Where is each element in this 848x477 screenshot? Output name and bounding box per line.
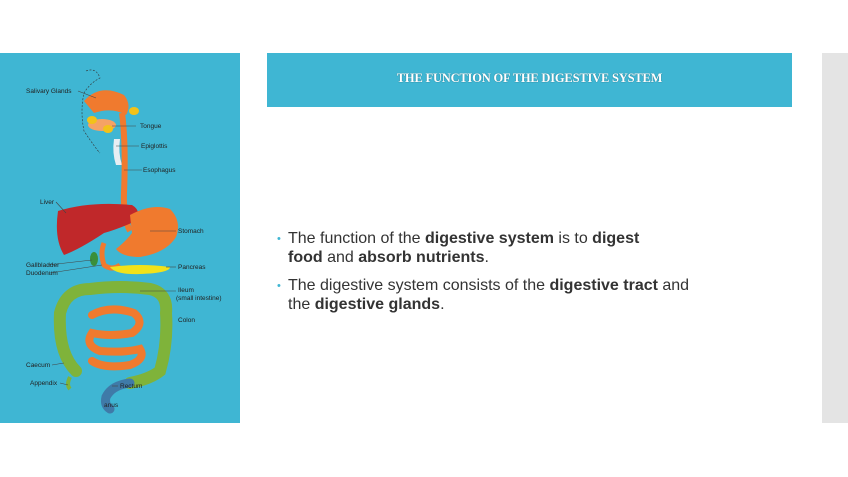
small-intestine-shape (89, 309, 141, 366)
bullet-bold-text: absorb nutrients (358, 248, 485, 266)
bullet-list (277, 230, 777, 324)
slide-title: THE FUNCTION OF THE DIGESTIVE SYSTEM (396, 70, 663, 85)
diagram-panel (0, 53, 240, 423)
label-pancreas: Pancreas (178, 264, 206, 271)
salivary-gland-3 (129, 107, 139, 115)
label-appendix: Appendix (30, 380, 58, 387)
bullet-text: and (657, 277, 690, 294)
label-gallbladder: Gallbladder (26, 262, 60, 269)
label-liver: Liver (40, 199, 55, 206)
bullet-text: The function of the (288, 230, 425, 247)
digestive-system-diagram (0, 53, 240, 423)
bullet-text: The digestive system consists of the (288, 277, 550, 294)
pancreas-shape (110, 265, 170, 274)
bullet-dot-icon: • (277, 233, 281, 245)
label-rectum: Rectum (120, 383, 143, 390)
mouth-shape (84, 90, 129, 115)
label-salivary-glands: Salivary Glands (26, 88, 72, 95)
bullet-bold-text: food (288, 248, 323, 266)
bullet-item (277, 277, 777, 314)
label-ileum: Ileum (178, 287, 194, 294)
bullet-bold-text: digest (592, 230, 640, 247)
side-strip (822, 53, 848, 423)
bullet-bold-text: digestive glands (314, 295, 441, 313)
label-duodenum: Duodenum (26, 270, 58, 277)
title-bar (267, 53, 792, 107)
label-epiglottis: Epiglottis (141, 143, 168, 150)
duodenum-shape (102, 243, 120, 268)
label-caecum: Caecum (26, 362, 51, 369)
label-colon: Colon (178, 317, 195, 324)
label-tongue: Tongue (140, 123, 162, 130)
trachea-shape (113, 139, 122, 165)
bullet-text: the (288, 295, 315, 313)
salivary-gland-1 (87, 116, 97, 124)
label-small-intestine: (small intestine) (176, 295, 222, 302)
bullet-text: . (440, 295, 445, 313)
salivary-gland-2 (103, 125, 113, 133)
gallbladder-shape (90, 252, 98, 266)
label-stomach: Stomach (178, 228, 204, 235)
bullet-text: is to (553, 230, 593, 247)
bullet-bold-text: digestive system (424, 230, 554, 247)
label-anus: anus (104, 402, 119, 409)
bullet-dot-icon: • (277, 280, 281, 292)
bullet-text: and (322, 248, 359, 266)
appendix-shape (68, 377, 70, 389)
bullet-item (277, 230, 777, 267)
bullet-bold-text: digestive tract (549, 277, 658, 294)
bullet-text: . (484, 248, 489, 266)
label-esophagus: Esophagus (143, 167, 176, 174)
